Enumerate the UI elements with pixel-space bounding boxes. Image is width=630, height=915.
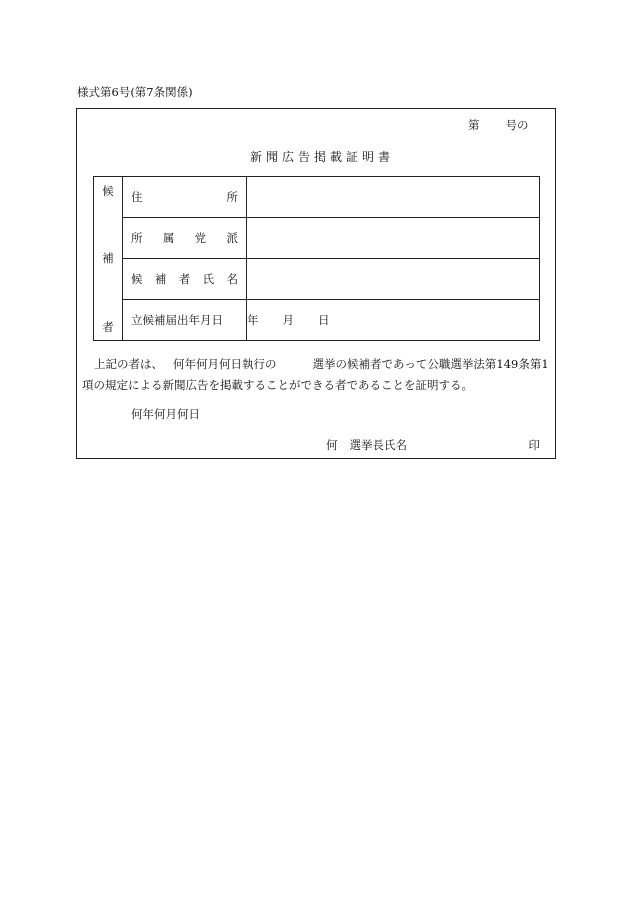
signature-line [326,437,540,453]
candidate-name-label: 候 補 者 氏 名 [123,259,247,300]
address-field [247,177,540,218]
number-suffix: 号の [505,118,529,132]
year-label: 年 [247,313,259,327]
table-row [94,300,540,341]
candidate-char-2: 補 [102,251,114,265]
signature-title: 選挙長氏名 [349,438,407,452]
party-field [247,218,540,259]
month-label: 月 [282,313,294,327]
filing-date-field [247,300,540,341]
number-prefix: 第 [468,118,480,132]
candidate-name-field [247,259,540,300]
address-label: 住 所 [123,177,247,218]
party-label: 所 属 党 派 [123,218,247,259]
form-number-label: 様式第6号(第7条関係) [77,85,193,99]
table-row [94,259,540,300]
issue-date: 何年何月何日 [131,407,200,421]
day-label: 日 [318,313,330,327]
candidate-char-3: 者 [102,320,114,334]
candidate-column-header [94,177,123,341]
filing-date-label: 立候補届出年月日 [123,300,247,341]
certification-statement: 上記の者は、 何年何月何日執行の 選挙の候補者であって公職選挙法第149条第1 項の規定による新聞広告を掲載することができる者であることを証明する。 [82,357,549,392]
table-row [94,177,540,218]
candidate-table [93,176,540,341]
certificate-number-line [468,117,529,133]
candidate-char-1: 候 [102,184,114,198]
signature-prefix: 何 [326,438,338,452]
document-title: 新聞広告掲載証明書 [250,150,395,164]
table-row [94,218,540,259]
seal-mark: 印 [528,438,540,452]
